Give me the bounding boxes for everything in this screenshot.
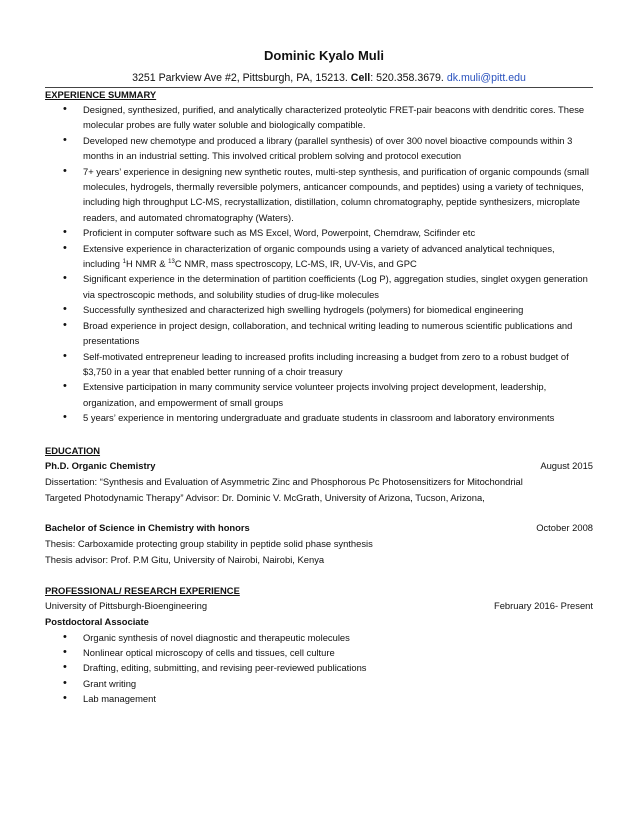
section-heading-professional: PROFESSIONAL/ RESEARCH EXPERIENCE xyxy=(45,584,240,596)
cell-label: Cell xyxy=(350,72,371,84)
professional-role: Postdoctoral Associate xyxy=(45,615,149,627)
list-item: • 7+ years’ experience in designing new synthetic routes, multi-step synthesis, and purification of organic compounds (small molecules, hydrogels, thermally reversible polymers, anticancer compounds, and peptides) using a variety of techniques, including high throughput LC-MS, recrystallization, distillation, column chromatography, peptide synthesizers, microplate readers, and automated chromatography (Waters). xyxy=(45,164,593,226)
professional-list xyxy=(45,630,593,707)
professional-org: University of Pittsburgh-Bioengineering xyxy=(45,599,208,611)
list-item: • Developed new chemotype and produced a library (parallel synthesis) of over 300 novel bioactive compounds within 3 months in an industrial setting. This involved critical problem solving and protocol execution xyxy=(45,133,593,164)
list-item: • Lab management xyxy=(45,691,593,706)
item-text: C NMR, mass spectroscopy, LC-MS, IR, UV-Vis, and GPC xyxy=(174,258,417,270)
email-link[interactable]: dk.muli@pitt.edu xyxy=(446,72,526,84)
phd-date: August 2015 xyxy=(540,459,593,471)
resume-page xyxy=(45,48,593,707)
list-item: • Proficient in computer software such as MS Excel, Word, Powerpoint, Chemdraw, Scifinder etc xyxy=(45,225,593,240)
list-item: • Nonlinear optical microscopy of cells and tissues, cell culture xyxy=(45,645,593,660)
list-item: • Self-motivated entrepreneur leading to increased profits including increasing a budget from zero to a robust budget of $3,750 in a year that enabled better running of a choir treasury xyxy=(45,349,593,380)
bs-thesis: Thesis: Carboxamide protecting group stability in peptide solid phase synthesis xyxy=(45,537,373,549)
list-item: • Successfully synthesized and characterized high swelling hydrogels (polymers) for biomedical engineering xyxy=(45,302,593,317)
list-item: • Significant experience in the determination of partition coefficients (Log P), aggregation studies, singlet oxygen generation via spectroscopic methods, and solubility studies of drug-like molecules xyxy=(45,271,593,302)
list-item: • Drafting, editing, submitting, and revising peer-reviewed publications xyxy=(45,660,593,675)
experience-summary-list xyxy=(45,102,593,426)
list-item: • Designed, synthesized, purified, and analytically characterized proteolytic FRET-pair beacons with dendritic cores. These molecular probes are fully water soluble and biologically compatible. xyxy=(45,102,593,133)
phd-dissertation-line2: Targeted Photodynamic Therapy” Advisor: Dr. Dominic V. McGrath, University of Arizona, Tucson, Arizona, xyxy=(45,491,485,503)
list-item: • Extensive participation in many community service volunteer projects involving project development, leadership, organization, and empowerment of small groups xyxy=(45,379,593,410)
professional-row xyxy=(45,598,593,614)
section-heading-experience-summary: EXPERIENCE SUMMARY xyxy=(45,89,157,100)
bs-date: October 2008 xyxy=(536,521,593,533)
professional-date: February 2016- Present xyxy=(493,599,593,611)
list-item: • Grant writing xyxy=(45,676,593,691)
bs-row xyxy=(45,520,593,536)
phd-dissertation-line1: Dissertation: “Synthesis and Evaluation of Asymmetric Zinc and Phosphorous Pc Photosensitizers for Mitochondrial xyxy=(45,475,523,487)
list-item: • Organic synthesis of novel diagnostic and therapeutic molecules xyxy=(45,630,593,645)
superscript: 1 xyxy=(122,259,126,266)
address: 3251 Parkview Ave #2, Pittsburgh, PA, 15213. xyxy=(132,72,348,84)
bs-title: Bachelor of Science in Chemistry with honors xyxy=(45,521,250,533)
list-item: • Broad experience in project design, collaboration, and technical writing leading to numerous scientific publications and presentations xyxy=(45,318,593,349)
phd-row xyxy=(45,458,593,474)
item-text: H NMR & xyxy=(125,258,169,270)
list-item xyxy=(45,241,593,272)
section-heading-education: EDUCATION xyxy=(45,444,101,456)
superscript: 13 xyxy=(168,259,175,266)
resume-name: Dominic Kyalo Muli xyxy=(264,48,384,63)
item-text: Extensive experience in characterization of organic compounds using a variety of advanced analytical techniques, including xyxy=(83,242,555,270)
phd-title: Ph.D. Organic Chemistry xyxy=(45,459,156,471)
cell-value: : 520.358.3679. xyxy=(370,72,444,84)
contact-line xyxy=(65,71,593,85)
bs-advisor: Thesis advisor: Prof. P.M Gitu, University of Nairobi, Nairobi, Kenya xyxy=(45,553,325,565)
list-item: • 5 years’ experience in mentoring undergraduate and graduate students in classroom and laboratory environments xyxy=(45,410,593,425)
